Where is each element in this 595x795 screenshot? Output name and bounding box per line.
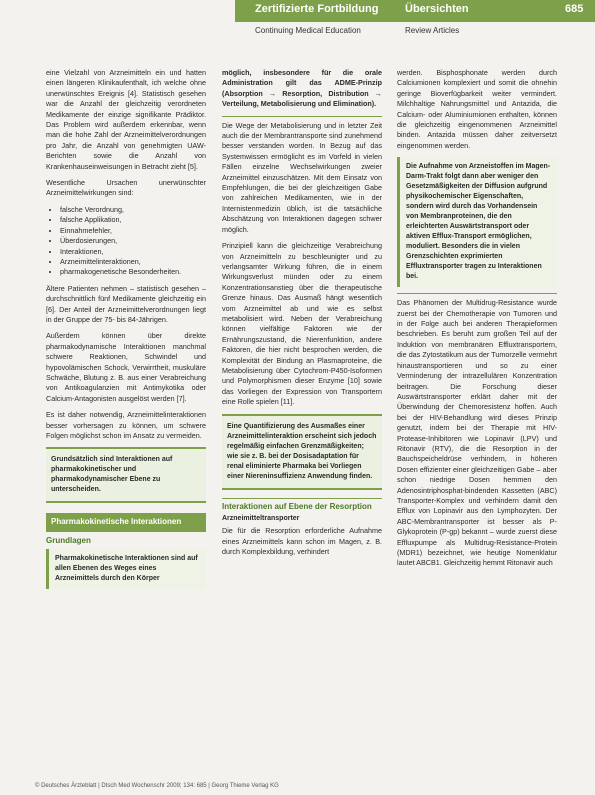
highlight-box: Die Aufnahme von Arzneistoffen im Magen-Darm-Trakt folgt dann aber weniger den Gesetzmäßigkeiten der Diffusion aufgrund physikochemischer Eigenschaften, sondern wird durch das Vorhandensein von Membranproteinen, die den erleichterten Auswärtstransport oder aktiven Efflux-Transport ermöglichen, moduliert. Besonders die in vielen Grenzschichten exprimierten Effluxtransporter tragen zu Interaktionen bei. [397, 157, 557, 287]
list-item: • Einnahmefehler, [60, 226, 206, 236]
highlight-box: Pharmakokinetische Interaktionen sind auf allen Ebenen des Weges eines Arzneimittels durch den Körper [46, 549, 206, 589]
list-item: • Interaktionen, [60, 247, 206, 257]
paragraph: Außerdem können über direkte pharmakodynamische Interaktionen manchmal schwere Reaktionen, Schwindel und hypovolämischen Schock, Verwirrtheit, muskuläre Schwäche, Blutung z. B. aus einer Verabreichung von Antikoagulanzien mit Antimykotika oder Calcium-Antagonisten ausgelöst werden [7]. [46, 331, 206, 403]
paragraph: Das Phänomen der Multidrug-Resistance wurde zuerst bei der Chemotherapie von Tumoren und in der Folge auch bei anderen Therapieformen beschrieben. Es beruht zum großen Teil auf der Induktion von membranären Effluxtransportern, die das Zytostatikum aus der Tumorzelle vermehrt hinaustransportieren und so zu einer Verminderung der intrazellulären Konzentration beitragen. Die Forschung dieser Auswärtstransporter erklärt daher mit der Überwindung der Chemoresistenz hoffen. Auch bei der HIV-Behandlung wird dieses Prinzip genutzt, indem bei der Therapie mit HIV-Protease-Inhibitoren wie Lopinavir (LPV) und Ritonavir (RTV), die die Resorption in der Bauchspeicheldrüse verhindern, in höheren Dosen effizienter einer gleichzeitigen Gabe – aber schon niedrige Dosen hemmen den Adenosintriphosphat-bindenden Kassetten (ABC) Transporter-Komplex und verhindern damit den Efflux von Lopinavir aus den Lymphozyten. Der ABC-Membrantransporter ist besser als P-Glykoprotein (P-gp) bekannt – wurde zuerst diese Effluxpumpe als Multidrug-Resistance-Protein (MDR1) bezeichnet, wie heutige Nomenklatur lautet ABCB1. Gleichzeitig hemmt Ritonavir auch [397, 293, 557, 569]
paragraph: Die für die Resorption erforderliche Aufnahme eines Arzneimittels kann schon im Magen, z. B. durch Komplexbildung, verhindert [222, 526, 382, 557]
list-item: • Arzneimittelinteraktionen, [60, 257, 206, 267]
section-heading: Pharmakokinetische Interaktionen [46, 513, 206, 531]
paragraph: Es ist daher notwendig, Arzneimittelinteraktionen besser vorhersagen zu können, um schwere Folgen möglichst schon im Ansatz zu vermeiden. [46, 410, 206, 440]
paragraph: Die Wege der Metabolisierung und in letzter Zeit auch die der Membrantransporte sind zunehmend besser verstanden worden. In Bezug auf das Systemwissen ermöglicht es im Vorfeld in vielen Fällen einzelne Wechselwirkungen zweier Arzneimittel einzuschätzen. Mit dem Einsatz von Empfehlungen, die bei der gleichzeitigen Gabe von zahlreichen Medikamenten, wie in der Internistenmedizin üblich, ist die tatsächliche Abschätzung von Interaktionen dagegen schwer möglich. [222, 116, 382, 235]
list-item: • falsche Verordnung, [60, 205, 206, 215]
list-item: • Überdosierungen, [60, 236, 206, 246]
paragraph: werden. Bisphosphonate werden durch Calciumionen komplexiert und somit die ohnehin geringe Bioverfügbarkeit weiter vermindert. Milchhaltige Nahrungsmittel und Antazida, die Calcium- oder Aluminiumionen enthalten, können die gleichzeitig eingenommenen Arzneimittel binden. Antazida müssen daher zeitversetzt eingenommen werden. [397, 68, 557, 150]
paragraph: eine Vielzahl von Arzneimitteln ein und hatten einen längeren Klinikaufenthalt, ich welche ohne unerwünschtes Ereignis [4]. Statistisch gesehen war die Anzahl der gleichzeitig verordneten Medikamente der einzige signifikante Prädiktor. Das Problem wird außerdem erkennbar, wenn man die hohe Zahl der Arzneimittelverordnungen pro Jahr, die Anzahl von genehmigten UAW-Berichten sowie die Anzahl von Krankenhauseinweisungen in Betracht zieht [5]. [46, 68, 206, 171]
list-item: • falsche Applikation, [60, 215, 206, 225]
bullet-list [46, 205, 206, 278]
section-heading: Interaktionen auf Ebene der Resorption [222, 498, 382, 512]
copyright-footer: © Deutsches Ärzteblatt | Dtsch Med Wochenschr 2009; 134: 685 | Georg Thieme Verlag KG [35, 783, 279, 789]
paragraph: möglich, insbesondere für die orale Administration gilt das ADME-Prinzip (Absorption → Resorption, Distribution → Verteilung, Metabolisierung und Elimination). [222, 68, 382, 109]
list-item: • pharmakogenetische Besonderheiten. [60, 267, 206, 277]
subsection-heading: Grundlagen [46, 535, 91, 545]
highlight-box: Grundsätzlich sind Interaktionen auf pharmakokinetischer und pharmakodynamischer Ebene zu unterscheiden. [46, 447, 206, 503]
section-title-right: Übersichten [405, 3, 469, 15]
page-number: 685 [565, 3, 584, 15]
section-title: Zertifizierte Fortbildung [255, 3, 379, 15]
paragraph: Ältere Patienten nehmen – statistisch gesehen – durchschnittlich fünf Medikamente gleichzeitig ein [6]. Der Anteil der Arzneimittelverordnungen liegt in der Gruppe der 75- bis 84-Jährigen. [46, 283, 206, 324]
highlight-box: Eine Quantifizierung des Ausmaßes einer Arzneimittelinteraktion erscheint sich jedoch regelmäßig einfachen Grenzmäßigkeiten; wie sie z. B. bei der Dosisadaptation für renal eliminierte Pharmaka bei Vorliegen einer Niereninsuffizienz Anwendung finden. [222, 414, 382, 490]
column-2 [222, 68, 382, 728]
paragraph: Wesentliche Ursachen unerwünschter Arzneimittelwirkungen sind: [46, 178, 206, 198]
subtitle-right: Review Articles [405, 26, 460, 35]
journal-header-bar [235, 0, 595, 22]
column-1 [46, 68, 206, 728]
subsection-heading: Arzneimitteltransporter [222, 515, 300, 522]
subtitle-left: Continuing Medical Education [255, 26, 361, 35]
column-3 [397, 68, 557, 728]
paragraph: Prinzipiell kann die gleichzeitige Verabreichung von Arzneimitteln zu beschleunigter und zu verlangsamter Wirkung führen, die in einem Wirkungsverlust münden oder zu einem Konzentrationsanstieg über die therapeutische Grenze hinaus. Das Ausmaß hängt wesentlich vom Arzneimittel ab und wie es selbst metabolisiert wird. Neben der Verabreichung können vielfältige Faktoren wie der Ernährungszustand, die Nierenfunktion, andere Faktoren, die hier nicht besprochen werden, die Komplexität der Bindung an Plasmaproteine, die Metabolisierung über Cytochrom-P450-Isoformen und Polymorphismen dieser Enzyme [10] sowie das Vorliegen der Expression von Transportern eine Rolle spielen [11]. [222, 241, 382, 407]
